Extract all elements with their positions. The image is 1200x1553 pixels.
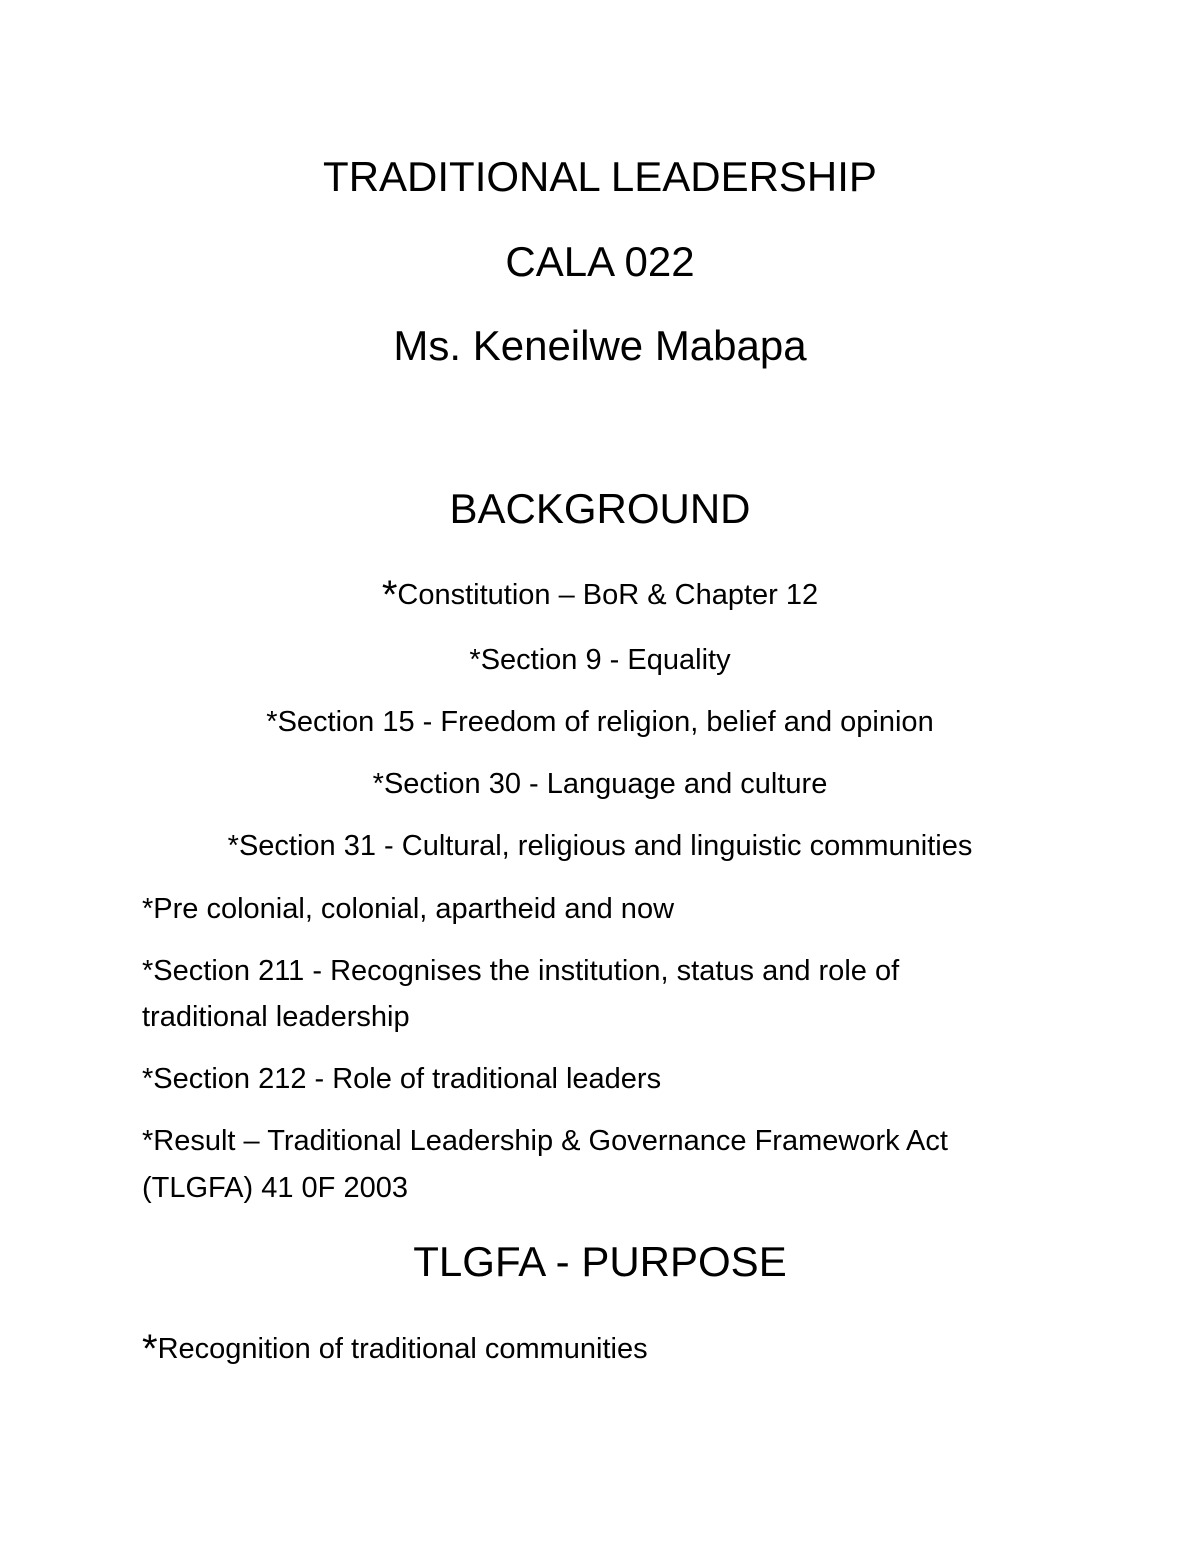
lecturer-name: Ms. Keneilwe Mabapa	[393, 322, 807, 369]
list-item: *Section 31 - Cultural, religious and linguistic communities	[227, 830, 973, 862]
list-item: *Section 9 - Equality	[469, 644, 731, 676]
list-item	[0, 575, 1200, 615]
bullet-star: *	[381, 573, 398, 617]
course-code: CALA 022	[505, 238, 695, 285]
section-heading-background: BACKGROUND	[449, 485, 751, 532]
list-item: *Pre colonial, colonial, apartheid and now	[142, 893, 675, 925]
list-item-continuation: traditional leadership	[142, 1001, 410, 1033]
section-heading-purpose: TLGFA - PURPOSE	[413, 1238, 787, 1285]
list-item: *Section 30 - Language and culture	[372, 768, 828, 800]
document-title: TRADITIONAL LEADERSHIP	[323, 153, 877, 200]
list-item: *Section 212 - Role of traditional leaders	[142, 1063, 662, 1095]
list-item: *Section 15 - Freedom of religion, belief and opinion	[266, 706, 934, 738]
bullet-star: *	[142, 1327, 158, 1371]
list-item-text: Constitution – BoR & Chapter 12	[397, 579, 819, 611]
list-item-text: Recognition of traditional communities	[157, 1333, 648, 1365]
list-item: *Section 211 - Recognises the institution, status and role of	[142, 955, 900, 987]
list-item-continuation: (TLGFA) 41 0F 2003	[142, 1172, 408, 1204]
list-item	[142, 1329, 648, 1369]
list-item: *Result – Traditional Leadership & Governance Framework Act	[142, 1125, 948, 1157]
